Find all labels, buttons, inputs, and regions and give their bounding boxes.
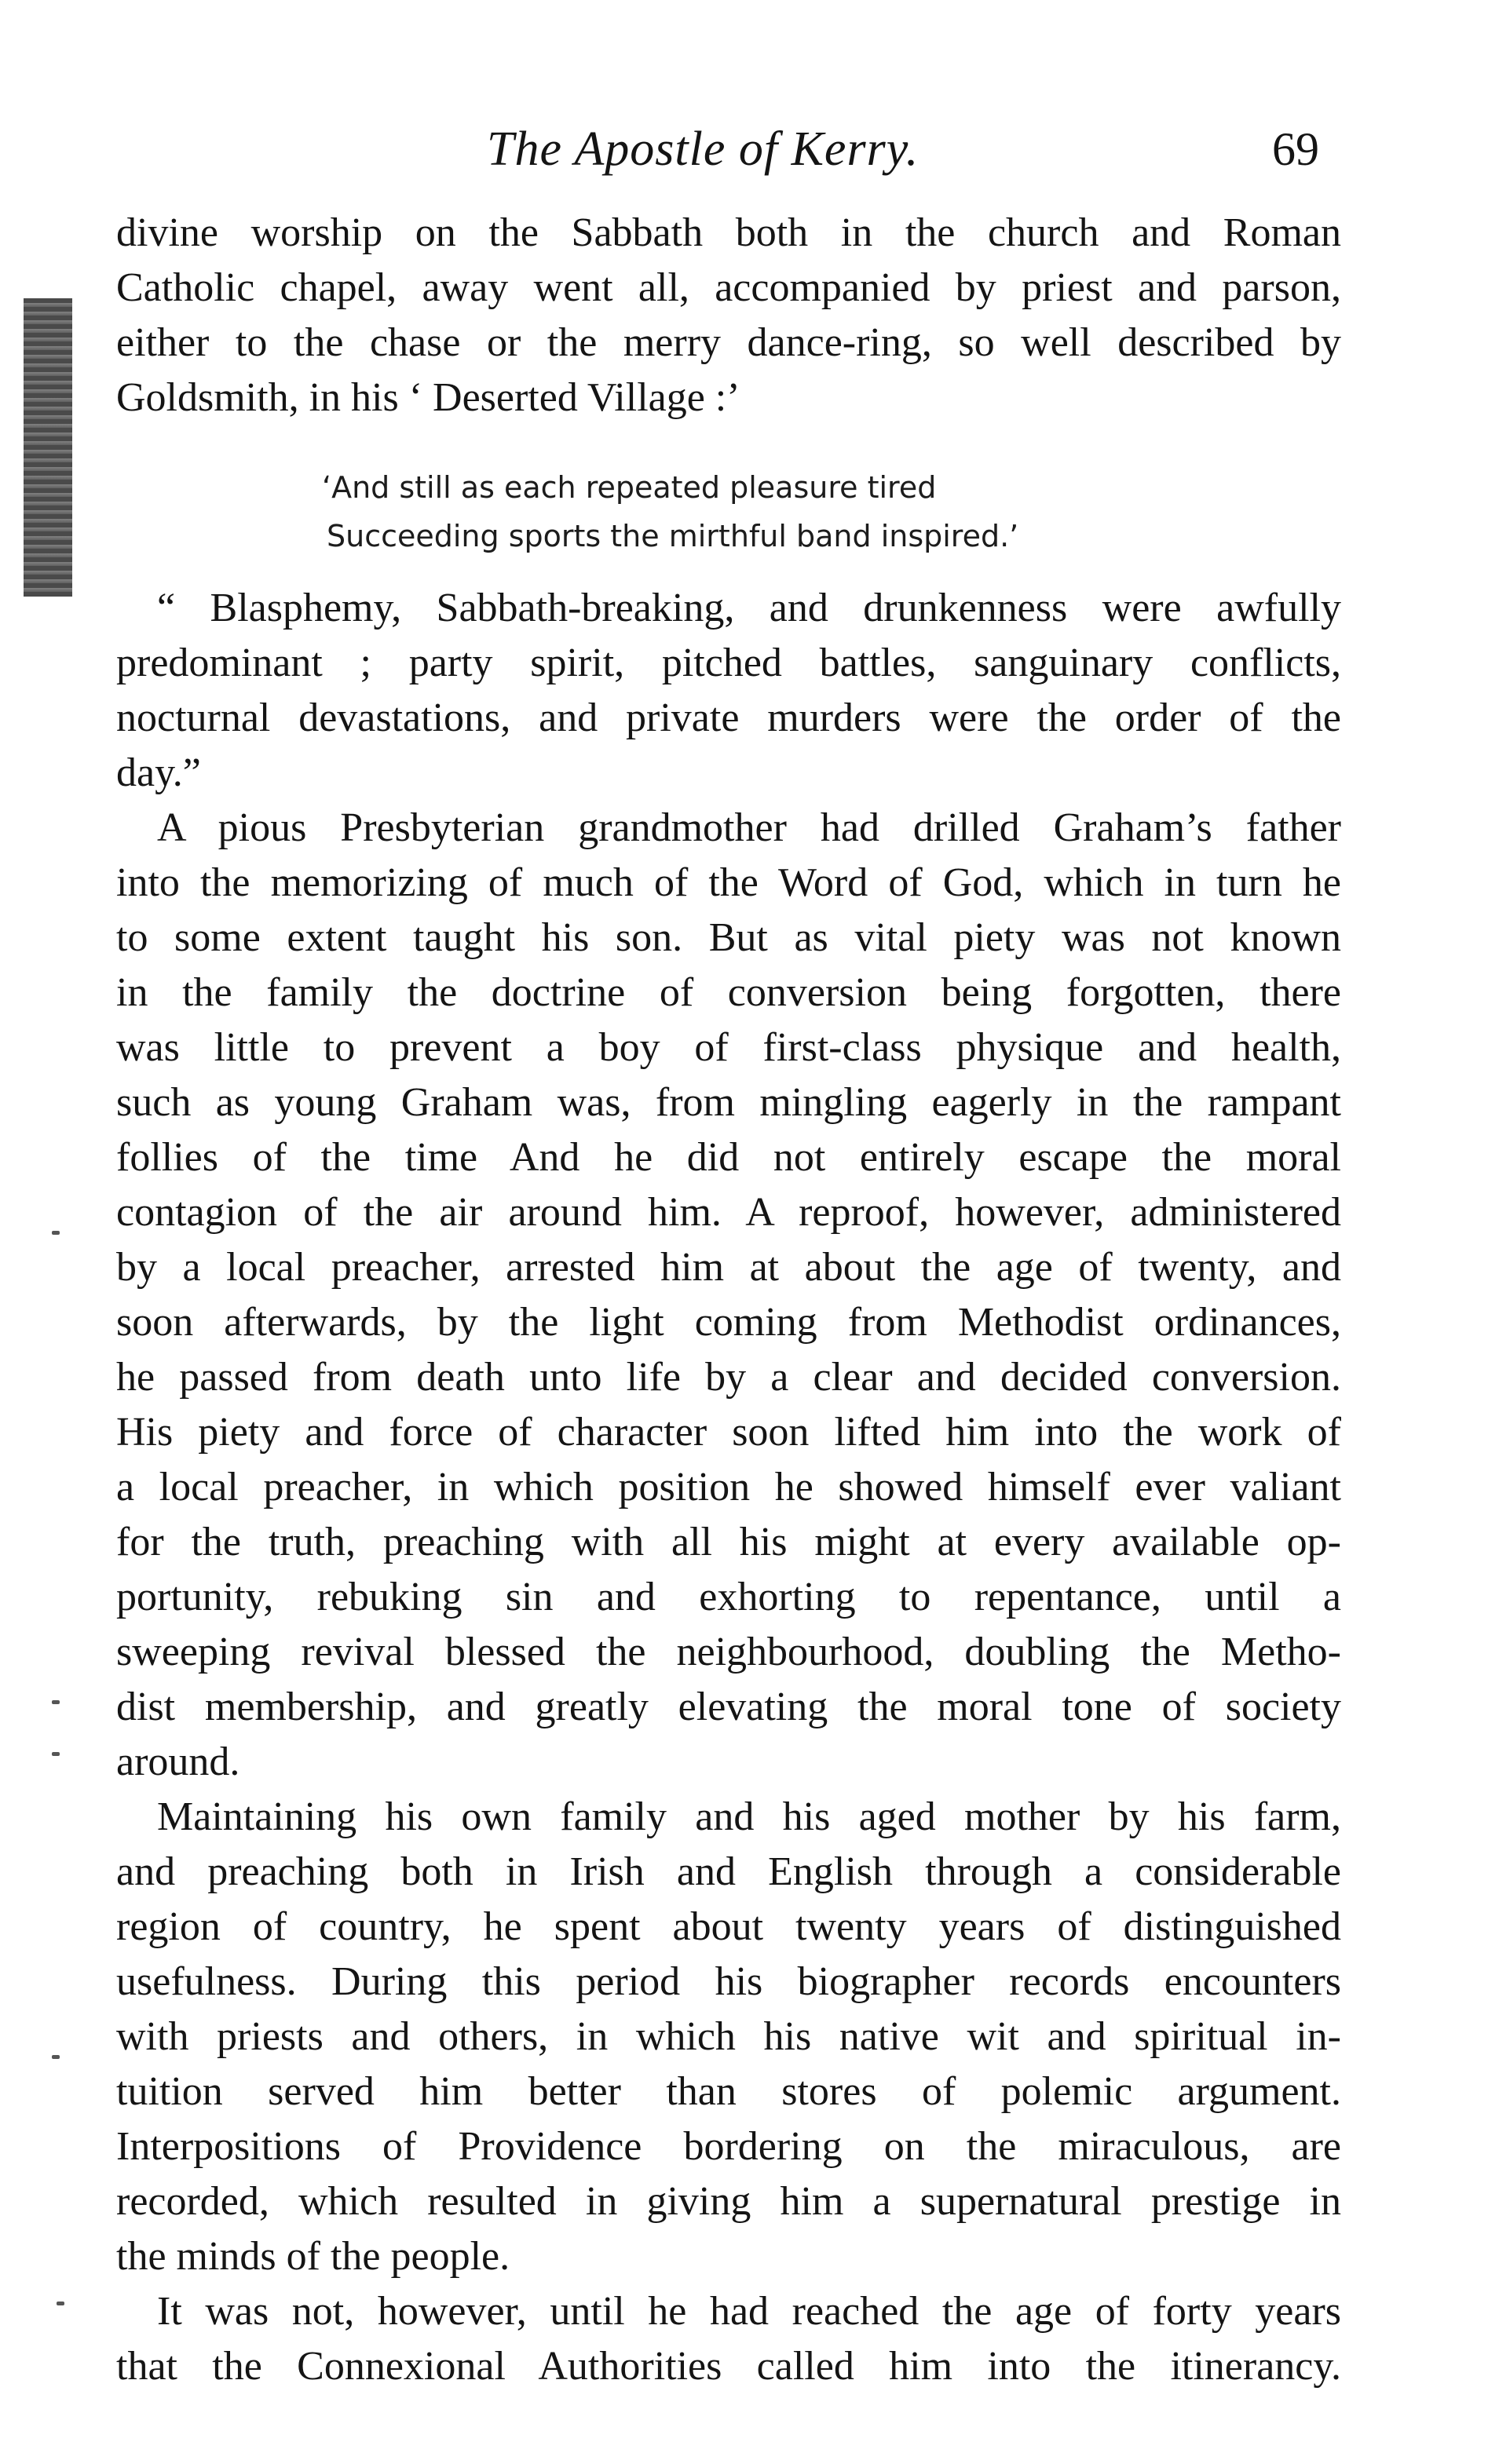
text-line: Maintaining his own family and his aged mother by his farm,	[157, 1794, 1341, 1839]
scan-margin-mark	[24, 298, 72, 597]
scan-speck	[57, 2302, 64, 2305]
quote-line: Succeeding sports the mirthful band inspired.’	[327, 519, 1019, 553]
text-line: with priests and others, in which his native wit and spiritual in-	[116, 2014, 1341, 2059]
text-line: A pious Presbyterian grandmother had drilled Graham’s father	[157, 805, 1341, 850]
scan-speck	[52, 1752, 60, 1756]
text-line: such as young Graham was, from mingling eagerly in the rampant	[116, 1080, 1341, 1125]
scan-speck	[52, 1231, 60, 1235]
running-head	[0, 118, 1488, 181]
text-line: tuition served him better than stores of polemic argument.	[116, 2069, 1341, 2114]
text-line: around.	[116, 1739, 240, 1784]
text-line: a local preacher, in which position he showed himself ever valiant	[116, 1465, 1341, 1509]
text-line: portunity, rebuking sin and exhorting to repentance, until a	[116, 1575, 1341, 1619]
text-block-2	[116, 581, 1341, 2394]
text-line: It was not, however, until he had reached the age of forty years	[157, 2289, 1341, 2334]
text-line: region of country, he spent about twenty years of distinguished	[116, 1904, 1341, 1949]
text-line: day.”	[116, 750, 201, 795]
text-line: to some extent taught his son. But as vital piety was not known	[116, 915, 1341, 960]
text-line: by a local preacher, arrested him at about the age of twenty, and	[116, 1245, 1341, 1290]
text-line: into the memorizing of much of the Word of God, which in turn he	[116, 860, 1341, 905]
text-line: contagion of the air around him. A reproof, however, administered	[116, 1190, 1341, 1235]
text-block-1	[116, 206, 1341, 425]
text-line: usefulness. During this period his biographer records encounters	[116, 1959, 1341, 2004]
text-line: soon afterwards, by the light coming from Methodist ordinances,	[116, 1300, 1341, 1345]
text-line: dist membership, and greatly elevating the moral tone of society	[116, 1685, 1341, 1729]
text-line: recorded, which resulted in giving him a supernatural prestige in	[116, 2179, 1341, 2224]
text-line: either to the chase or the merry dance-ring, so well described by	[116, 320, 1341, 365]
text-line: he passed from death unto life by a clear and decided conversion.	[116, 1355, 1341, 1400]
text-line: for the truth, preaching with all his might at every available op-	[116, 1520, 1341, 1564]
text-line: His piety and force of character soon lifted him into the work of	[116, 1410, 1341, 1455]
page-number: 69	[1272, 123, 1319, 175]
text-line: predominant ; party spirit, pitched battles, sanguinary conflicts,	[116, 641, 1341, 685]
text-line: and preaching both in Irish and English through a considerable	[116, 1849, 1341, 1894]
text-line: nocturnal devastations, and private murders were the order of the	[116, 695, 1341, 740]
text-line: divine worship on the Sabbath both in the church and Roman	[116, 210, 1341, 255]
text-line: the minds of the people.	[116, 2234, 510, 2279]
verse-quotation	[322, 463, 1146, 560]
text-line: Goldsmith, in his ‘ Deserted Village :’	[116, 375, 740, 420]
running-title: The Apostle of Kerry.	[487, 122, 919, 176]
text-line: follies of the time And he did not entirely escape the moral	[116, 1135, 1341, 1180]
text-line: that the Connexional Authorities called him into the itinerancy.	[116, 2344, 1341, 2389]
quote-line: ‘And still as each repeated pleasure tired	[322, 470, 937, 505]
text-line: “ Blasphemy, Sabbath-breaking, and drunkenness were awfully	[157, 586, 1341, 630]
text-line: in the family the doctrine of conversion being forgotten, there	[116, 970, 1341, 1015]
scan-speck	[52, 2055, 60, 2059]
text-line: Catholic chapel, away went all, accompanied by priest and parson,	[116, 265, 1341, 310]
text-line: Interpositions of Providence bordering on the miraculous, are	[116, 2124, 1341, 2169]
scan-speck	[52, 1700, 60, 1704]
text-line: was little to prevent a boy of first-class physique and health,	[116, 1025, 1341, 1070]
text-line: sweeping revival blessed the neighbourhood, doubling the Metho-	[116, 1630, 1341, 1674]
